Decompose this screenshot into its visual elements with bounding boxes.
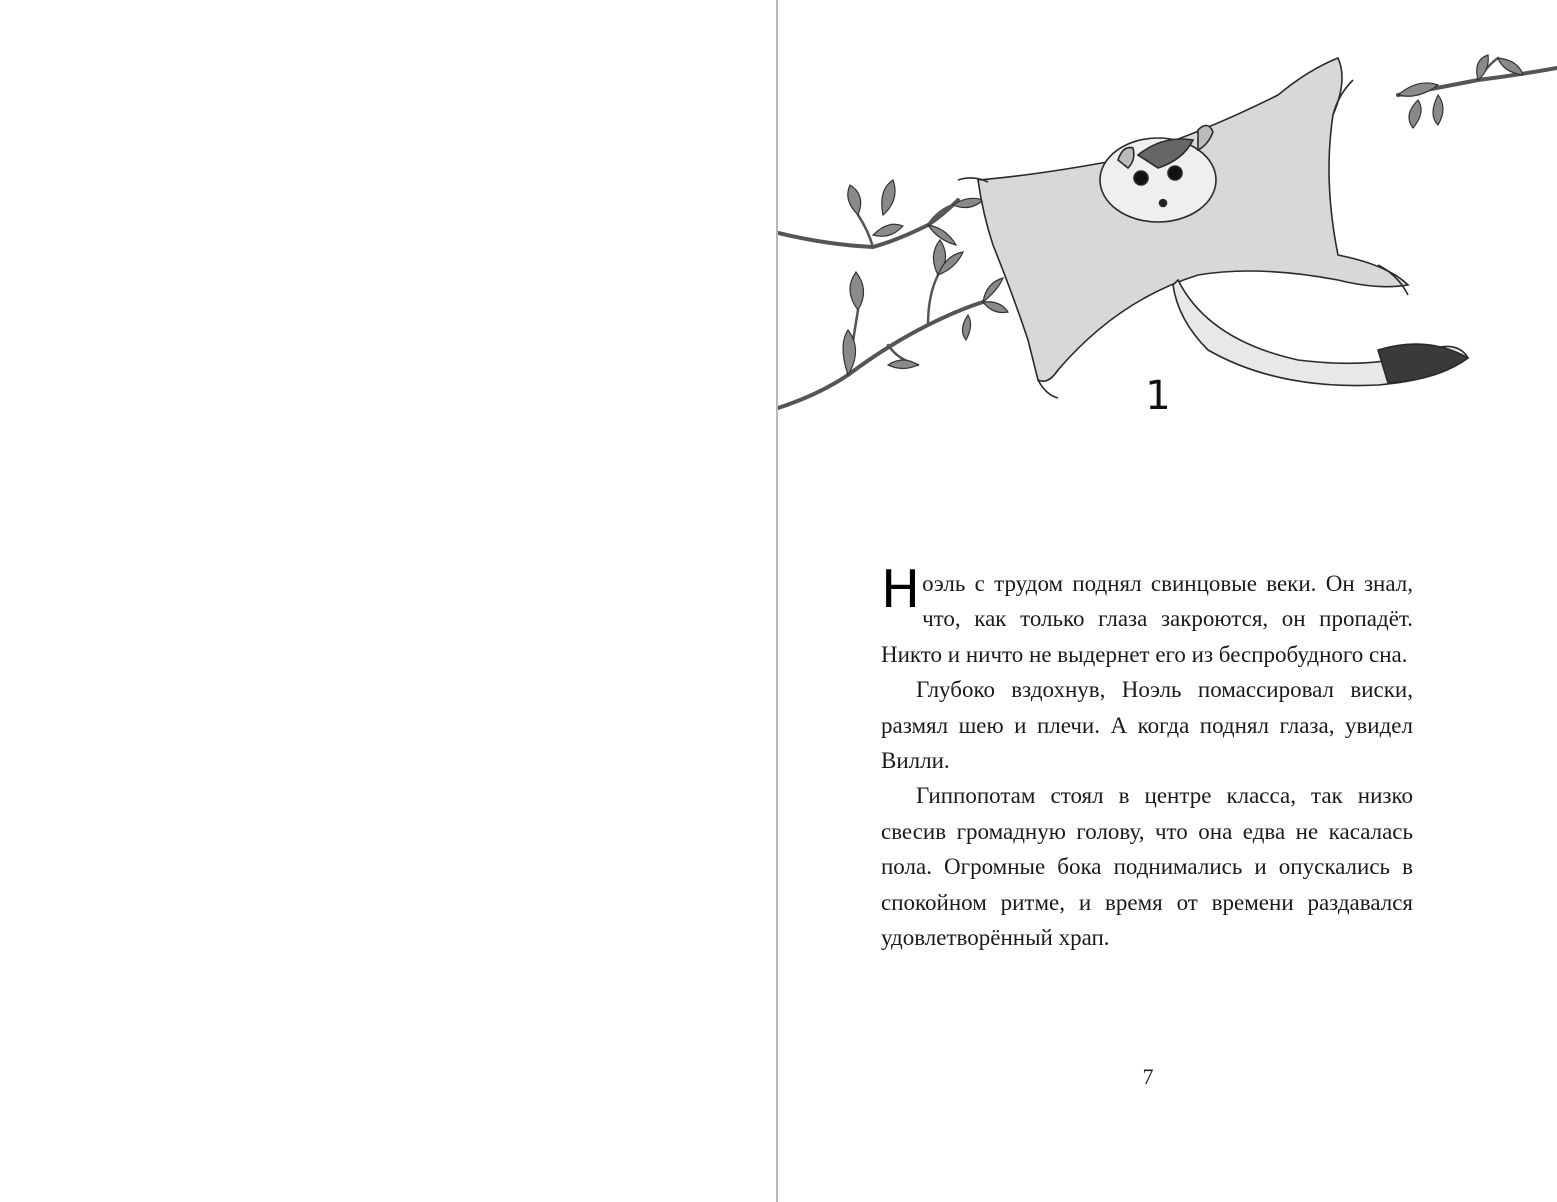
paragraph-1-text: оэль с трудом поднял свинцовые веки. Он знал, что, как только глаза закроются, он пропадёт. Никто и ничто не выдернет его из беспробудного сна.	[881, 571, 1413, 667]
glider-body	[958, 58, 1468, 398]
page-number: 7	[1142, 1064, 1154, 1089]
paragraph-3: Гиппопотам стоял в центре класса, так низко свесив громадную голову, что она едва не касалась пола. Огромные бока поднимались и опускались в спокойном ритме, и время от времени раздавался удовлетворённый храп.	[881, 783, 1413, 951]
left-page-blank	[0, 0, 777, 1202]
paragraph-1	[881, 560, 1413, 672]
drop-cap: Н	[881, 560, 921, 620]
chapter-number: 1	[1145, 373, 1171, 419]
right-leaves	[1398, 55, 1523, 128]
right-page	[778, 0, 1557, 1202]
chapter-body-text	[881, 560, 1413, 955]
paragraph-2: Глубоко вздохнув, Ноэль помассировал виски, размял шею и плечи. А когда поднял глаза, увидел Вилли.	[881, 677, 1413, 774]
